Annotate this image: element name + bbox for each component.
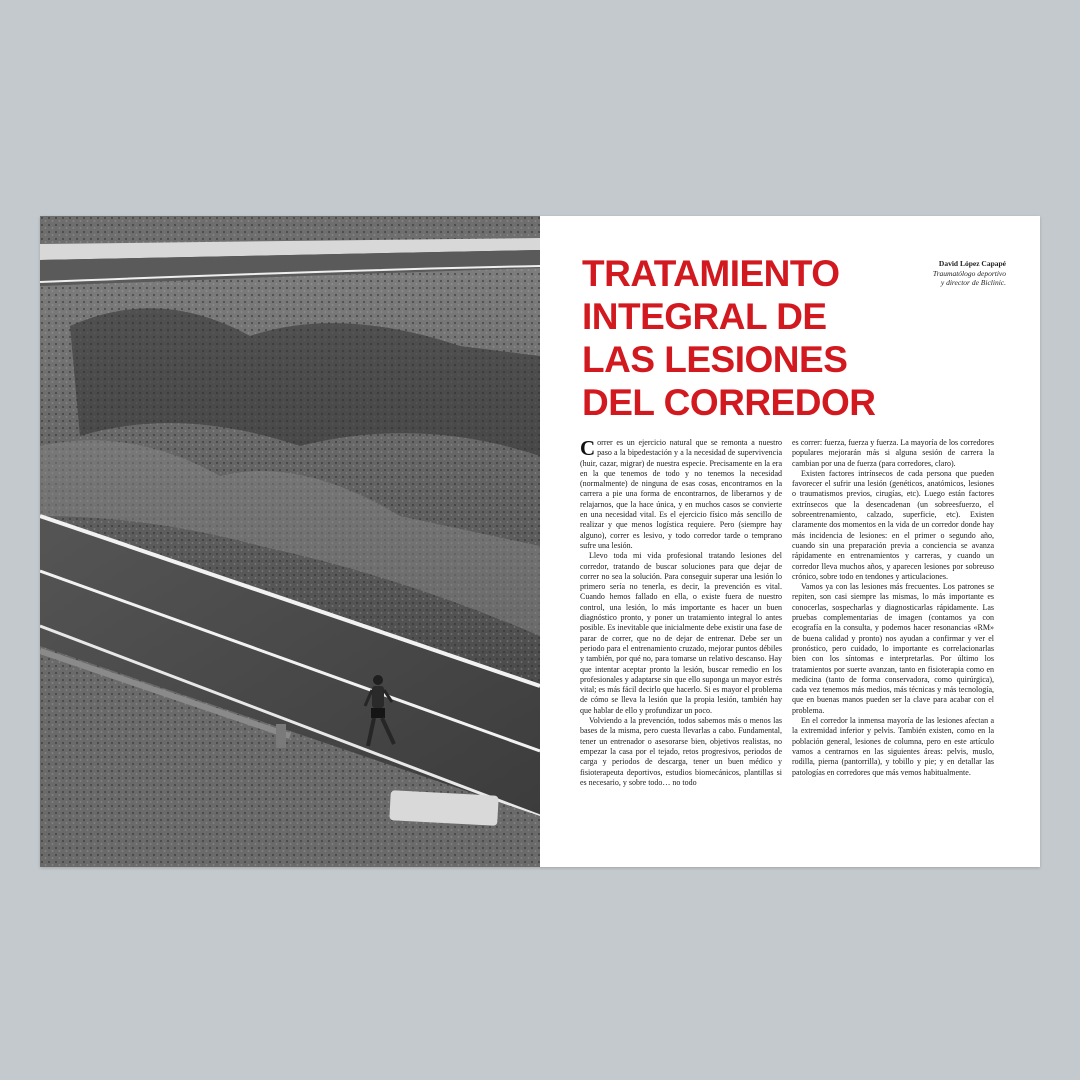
title-line-1: TRATAMIENTO [582, 253, 840, 294]
paragraph-text: orrer es un ejercicio natural que se remonta a nuestro paso a la bipedestación y a la necesidad de supervivencia (huir, cazar, migrar) de nuestra especie. Precisamente en la era en la que tenemos de todo y no tenemos la necesidad (normalmente) de ninguna de esas cosas, encontramos en la carrera a pie una forma de encontrarnos, de liberarnos y de relajarnos, que la hace única, y en muchos casos se convierte en una necesidad vital. Es el ejercicio físico más sencillo de realizar y que menos logística requiere. Pero (siempre hay alguno), correr es lesivo, y todo corredor tarde o temprano sufre una lesión. [580, 438, 782, 550]
paragraph: En el corredor la inmensa mayoría de las lesiones afectan a la extremidad inferior y pelvis. También existen, como en la población general, lesiones de columna, pero en este artículo vamos a centrarnos en las siguientes áreas: pelvis, muslo, rodilla, pierna (pantorrilla), y tobillo y pie; y en detallar las patologías en corredores que más vemos habitualmente. [792, 716, 994, 777]
drop-cap: C [580, 438, 596, 460]
paragraph: Existen factores intrínsecos de cada persona que pueden favorecer el sufrir una lesión (genéticos, anatómicos, lesiones o traumatismos previos, cirugías, etc). Luego están factores extrínsecos que la desencadenan (un sobreesfuerzo, el sobreentrenamiento, calzado, superficie, etc). Existen claramente dos momentos en la vida de un corredor donde hay más incidencia de lesiones: en el primer o segundo año, cuando sin una preparación previa a conciencia se avanza rápidamente en entrenamientos y carreras, y cuando un corredor lleva muchos años, y aparecen lesiones por sobreuso crónico, sobre todo en tendones y articulaciones. [792, 468, 994, 581]
author-role-2: y director de Biclinic. [940, 278, 1006, 287]
magazine-spread [40, 216, 1040, 867]
title-line-3: LAS LESIONES [582, 339, 848, 380]
paragraph: Vamos ya con las lesiones más frecuentes. Los patrones se repiten, son casi siempre las mismas, lo más importante es conocerlas, sospecharlas y diagnosticarlas rápidamente. Las pruebas complementarias de imagen (contamos ya con ecografía en la consulta, y podemos hacer resonancias «RM» de buena calidad y pronto) nos ayudan a confirmar y ver el pronóstico, pero cuidado, lo importante es correlacionarlas bien con los síntomas e interpretarlas. Por último los tratamientos por suerte avanzan, tanto en fisioterapia como en medicina (tanto de forma conservadora, como quirúrgica), cada vez tenemos más medios, más técnicas y más tecnología, que en buenas manos pueden ser la clave para acabar con el problema. [792, 582, 994, 715]
title-line-4: DEL CORREDOR [582, 382, 876, 423]
body-column-2 [792, 438, 994, 848]
article-page [540, 216, 1040, 867]
runner-road-photo [40, 216, 540, 867]
byline [933, 259, 1006, 288]
title-line-2: INTEGRAL DE [582, 296, 827, 337]
paragraph: Llevo toda mi vida profesional tratando lesiones del corredor, tratando de buscar soluciones para que dejar de correr no sea la solución. Para conseguir superar una lesión lo primero sería no tenerla, es decir, la prevención es vital. Cuando hemos fallado en ella, o existe fuera de nuestro control, una lesión, lo más importante es hacer un buen diagnóstico pronto, y poner un tratamiento integral lo antes posible. Es inevitable que inicialmente debe existir una fase de parar de correr, que no de dejar de entrenar. Debe ser un periodo para el entrenamiento cruzado, mejorar puntos débiles y también, por qué no, para tomarse un relativo descanso. Hay que intentar aceptar pronto la lesión, buscar remedio en los profesionales y adaptarse sin que ello suponga un mayor estrés vital; es más fácil decirlo que hacerlo. Si es mayor el problema de cómo se lleva la lesión que la propia lesión, también hay que hablar de ello y profundizar un poco. [580, 551, 782, 715]
body-column-1 [580, 438, 782, 848]
author-role-1: Traumatólogo deportivo [932, 268, 1006, 278]
author-name: David López Capapé [938, 259, 1006, 268]
article-title [582, 252, 902, 424]
paragraph: es correr: fuerza, fuerza y fuerza. La mayoría de los corredores populares mejorarán más si alguna sesión de carrera la cambian por una de fuerza (para corredores, claro). [792, 438, 994, 468]
paragraph: Volviendo a la prevención, todos sabemos más o menos las bases de la misma, pero cuesta llevarlas a cabo. Fundamental, tener un entrenador o asesorarse bien, objetivos realistas, no empezar la casa por el tejado, retos progresivos, periodos de carga y periodos de descarga, tener un buen médico y fisioterapeuta deportivos, estudios biomecánicos, plantillas si es necesario, y sobre todo… no todo [580, 716, 782, 787]
paragraph [580, 438, 782, 551]
